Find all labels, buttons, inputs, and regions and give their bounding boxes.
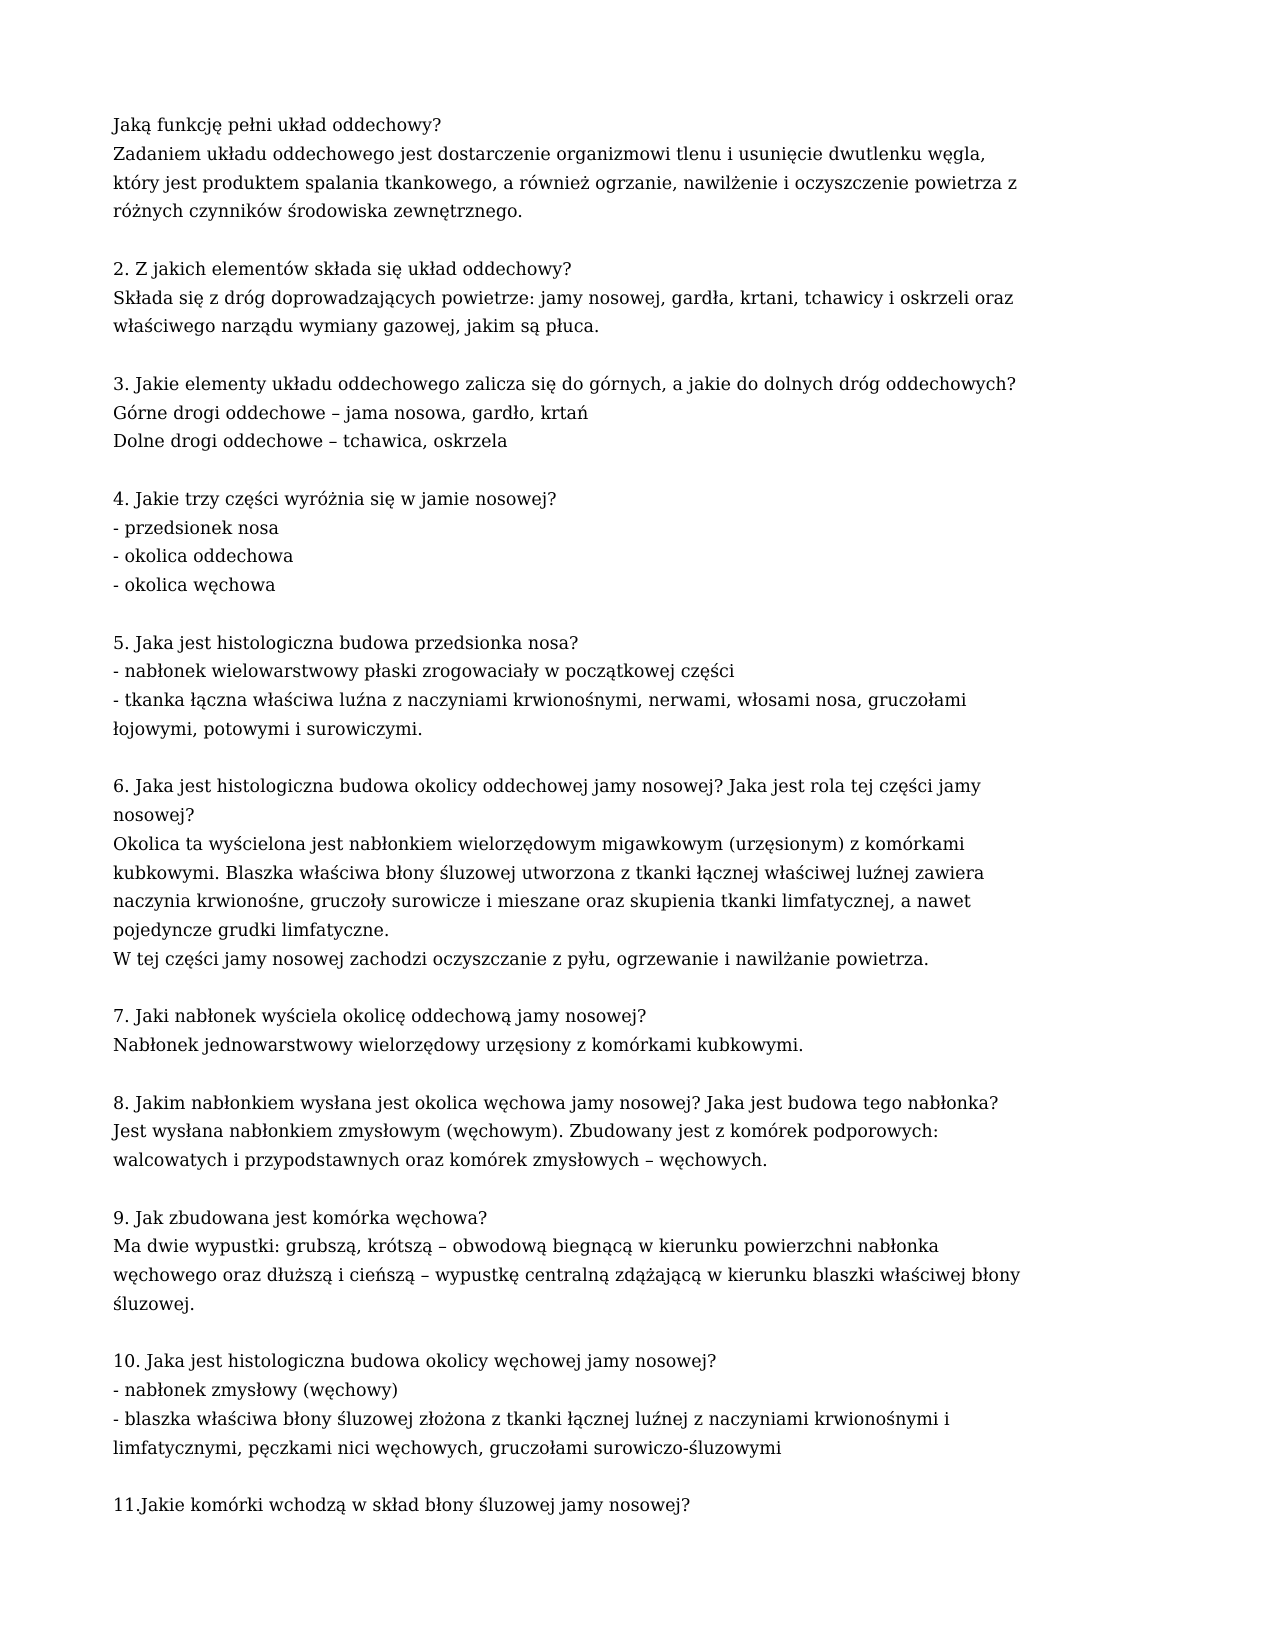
text-line: - nabłonek zmysłowy (węchowy) <box>113 1381 399 1401</box>
paragraph-9 <box>113 1205 1158 1320</box>
paragraph-2 <box>113 256 1158 342</box>
text-line: pojedyncze grudki limfatyczne. <box>113 921 390 941</box>
text-line: różnych czynników środowiska zewnętrznego. <box>113 202 523 223</box>
text-line: 11.Jakie komórki wchodzą w skład błony śluzowej jamy nosowej? <box>113 1496 691 1516</box>
paragraph-1 <box>113 112 1158 227</box>
text-line: właściwego narządu wymiany gazowej, jakim są płuca. <box>113 317 600 338</box>
text-line: 9. Jak zbudowana jest komórka węchowa? <box>113 1208 488 1229</box>
paragraph-8 <box>113 1090 1158 1176</box>
text-line: Jaką funkcję pełni układ oddechowy? <box>113 116 442 136</box>
text-line: walcowatych i przypodstawnych oraz komórek zmysłowych – węchowych. <box>113 1151 768 1171</box>
paragraph-7 <box>113 1003 1158 1061</box>
text-line: 10. Jaka jest histologiczna budowa okolicy węchowej jamy nosowej? <box>113 1352 717 1373</box>
text-line: który jest produktem spalania tkankowego, a również ogrzanie, nawilżenie i oczyszczenie powietrza z <box>113 173 1017 194</box>
paragraph-4 <box>113 486 1158 601</box>
paragraph-10 <box>113 1348 1158 1463</box>
text-line: Okolica ta wyścielona jest nabłonkiem wielorzędowym migawkowym (urzęsionym) z komórkami <box>113 834 965 855</box>
text-line: śluzowej. <box>113 1294 195 1315</box>
text-line: 8. Jakim nabłonkiem wysłana jest okolica węchowa jamy nosowej? Jaka jest budowa tego nabłonka? <box>113 1093 999 1114</box>
text-line: naczynia krwionośne, gruczoły surowicze i mieszane oraz skupienia tkanki limfatycznej, a nawet <box>113 892 971 913</box>
text-line: 7. Jaki nabłonek wyściela okolicę oddechową jamy nosowej? <box>113 1007 647 1028</box>
text-line: kubkowymi. Blaszka właściwa błony śluzowej utworzona z tkanki łącznej właściwej luźnej zawiera <box>113 863 985 884</box>
text-line: 4. Jakie trzy części wyróżnia się w jamie nosowej? <box>113 489 557 510</box>
text-line: - tkanka łączna właściwa luźna z naczyniami krwionośnymi, nerwami, włosami nosa, gruczołami <box>113 691 967 711</box>
text-line: 2. Z jakich elementów składa się układ oddechowy? <box>113 259 572 280</box>
text-line: - okolica oddechowa <box>113 547 294 568</box>
text-line: węchowego oraz dłuższą i cieńszą – wypustkę centralną zdążającą w kierunku blaszki właściwej błony <box>113 1266 1021 1286</box>
document-text <box>113 112 1158 1521</box>
text-line: Nabłonek jednowarstwowy wielorzędowy urzęsiony z komórkami kubkowymi. <box>113 1036 804 1056</box>
text-line: Dolne drogi oddechowe – tchawica, oskrzela <box>113 432 508 453</box>
text-line: Jest wysłana nabłonkiem zmysłowym (węchowym). Zbudowany jest z komórek podporowych: <box>113 1122 939 1143</box>
text-line: - przedsionek nosa <box>113 518 279 539</box>
text-line: - okolica węchowa <box>113 576 276 596</box>
paragraph-5 <box>113 630 1158 745</box>
paragraph-6 <box>113 773 1158 974</box>
text-line: Górne drogi oddechowe – jama nosowa, gardło, krtań <box>113 403 589 424</box>
text-line: 6. Jaka jest histologiczna budowa okolicy oddechowej jamy nosowej? Jaka jest rola tej części jamy <box>113 777 981 798</box>
text-line: nosowej? <box>113 806 195 826</box>
text-line: - nabłonek wielowarstwowy płaski zrogowaciały w początkowej części <box>113 662 735 683</box>
text-line: limfatycznymi, pęczkami nici węchowych, gruczołami surowiczo-śluzowymi <box>113 1438 782 1459</box>
text-line: W tej części jamy nosowej zachodzi oczyszczanie z pyłu, ogrzewanie i nawilżanie powietrza. <box>113 949 930 970</box>
text-line: Zadaniem układu oddechowego jest dostarczenie organizmowi tlenu i usunięcie dwutlenku węgla, <box>113 144 986 165</box>
text-line: 3. Jakie elementy układu oddechowego zalicza się do górnych, a jakie do dolnych dróg oddechowych? <box>113 374 1017 395</box>
text-line: 5. Jaka jest histologiczna budowa przedsionka nosa? <box>113 633 579 654</box>
paragraph-3 <box>113 371 1158 457</box>
text-line: Składa się z dróg doprowadzających powietrze: jamy nosowej, gardła, krtani, tchawicy i oskrzeli oraz <box>113 288 1014 309</box>
text-line: łojowymi, potowymi i surowiczymi. <box>113 719 423 740</box>
paragraph-11 <box>113 1492 1158 1521</box>
text-line: Ma dwie wypustki: grubszą, krótszą – obwodową biegnącą w kierunku powierzchni nabłonka <box>113 1237 939 1258</box>
text-line: - blaszka właściwa błony śluzowej złożona z tkanki łącznej luźnej z naczyniami krwionośnymi i <box>113 1409 950 1430</box>
